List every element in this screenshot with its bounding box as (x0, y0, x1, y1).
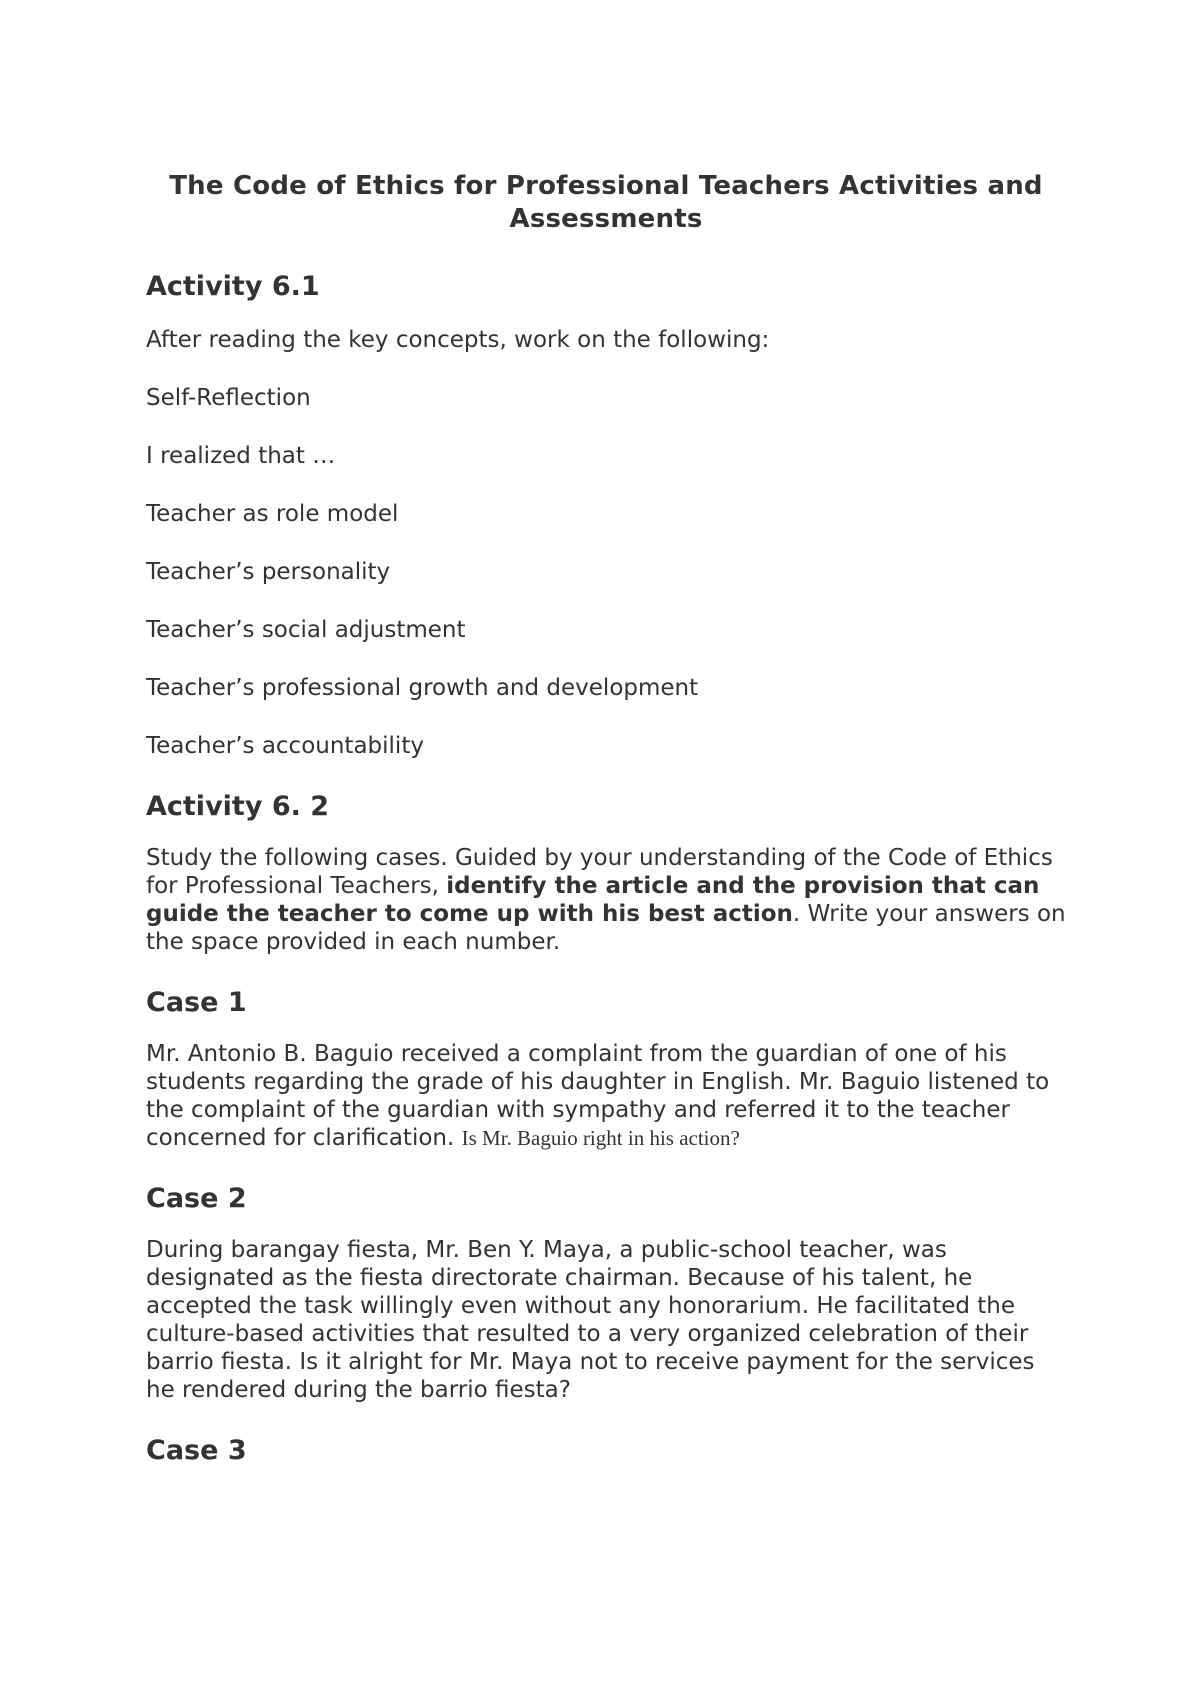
activity-6-2-instruction (146, 844, 1066, 956)
document-title: The Code of Ethics for Professional Teachers Activities and Assessments (169, 171, 1043, 234)
list-item: I realized that … (146, 443, 336, 469)
document-page (146, 170, 1066, 1468)
activity-6-1-instruction: After reading the key concepts, work on the following: (146, 327, 770, 353)
activity-6-2-heading: Activity 6. 2 (146, 791, 330, 822)
list-item: Teacher’s professional growth and development (146, 675, 699, 701)
case-1-question: Is Mr. Baguio right in his action? (461, 1126, 740, 1150)
case-2-heading: Case 2 (146, 1183, 247, 1214)
case-3-heading: Case 3 (146, 1435, 247, 1466)
list-item: Teacher’s accountability (146, 733, 424, 759)
instruction-bold-text: identify the article and the provision that can guide the teacher to come up with his best action (146, 873, 1040, 927)
list-item: Self-Reflection (146, 385, 311, 411)
case-1-body (146, 1040, 1066, 1152)
case-2-body: During barangay fiesta, Mr. Ben Y. Maya, a public-school teacher, was designated as the fiesta directorate chairman. Because of his talent, he accepted the task willingly even without any honorarium. He facilitated the culture-based activities that resulted to a very organized celebration of their barrio fiesta. Is it alright for Mr. Maya not to receive payment for the services he rendered during the barrio fiesta? (146, 1237, 1035, 1403)
instruction-text: Study the following cases. Guided by your understanding of the Code of Ethics for Professional Teachers, (146, 845, 1053, 899)
instruction-text-end: . Write your answers on the space provided in each number. (146, 901, 1066, 955)
case-1-heading: Case 1 (146, 987, 247, 1018)
list-item: Teacher as role model (146, 501, 399, 527)
list-item: Teacher’s personality (146, 559, 391, 585)
activity-6-1-heading: Activity 6.1 (146, 271, 320, 302)
list-item: Teacher’s social adjustment (146, 617, 466, 643)
case-1-text: Mr. Antonio B. Baguio received a complaint from the guardian of one of his students regarding the grade of his daughter in English. Mr. Baguio listened to the complaint of the guardian with sympathy and referred it to the teacher concerned for clarification. (146, 1041, 1050, 1151)
